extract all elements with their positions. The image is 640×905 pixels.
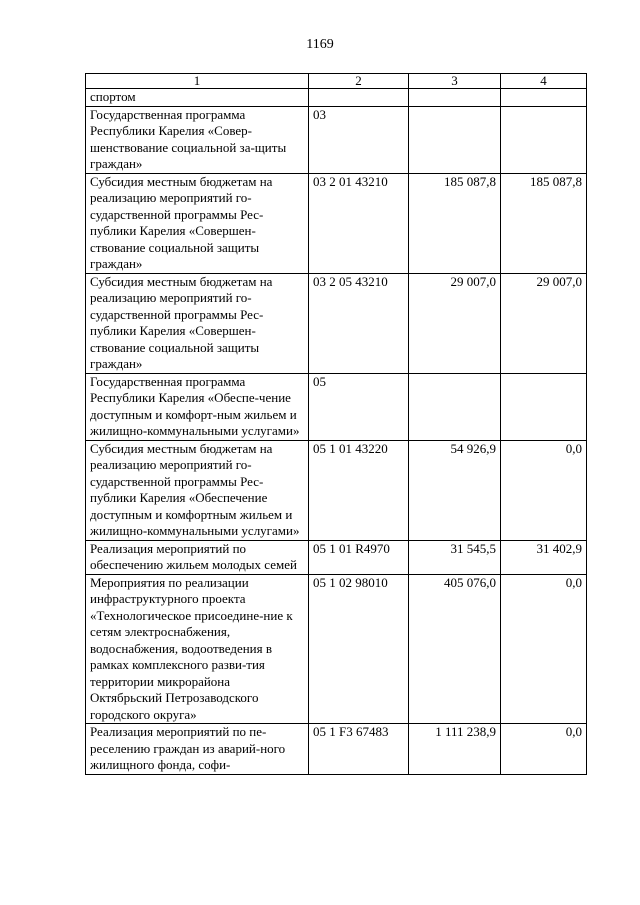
row-value-col3: 29 007,0 — [409, 273, 501, 373]
page-number: 1169 — [306, 37, 334, 52]
row-name: Реализация мероприятий по обеспечению жильем молодых семей — [86, 540, 309, 574]
table-row — [86, 173, 587, 273]
column-header-1: 1 — [86, 74, 309, 89]
row-code: 03 — [309, 106, 409, 173]
row-value-col4 — [501, 373, 587, 440]
header-row — [86, 74, 587, 89]
row-value-col3: 54 926,9 — [409, 440, 501, 540]
row-value-col3: 31 545,5 — [409, 540, 501, 574]
row-code: 05 1 01 R4970 — [309, 540, 409, 574]
row-name: спортом — [86, 89, 309, 107]
table-row — [86, 574, 587, 724]
row-value-col4: 185 087,8 — [501, 173, 587, 273]
row-code: 03 2 05 43210 — [309, 273, 409, 373]
row-code: 05 1 02 98010 — [309, 574, 409, 724]
column-header-4: 4 — [501, 74, 587, 89]
row-name: Субсидия местным бюджетам на реализацию мероприятий го-сударственной программы Рес-публики Карелия «Совершен-ствование социальной защиты граждан» — [86, 173, 309, 273]
row-value-col4: 31 402,9 — [501, 540, 587, 574]
row-code: 03 2 01 43210 — [309, 173, 409, 273]
row-value-col3: 405 076,0 — [409, 574, 501, 724]
row-name: Субсидия местным бюджетам на реализацию мероприятий го-сударственной программы Рес-публики Карелия «Совершен-ствование социальной защиты граждан» — [86, 273, 309, 373]
row-name: Субсидия местным бюджетам на реализацию мероприятий го-сударственной программы Рес-публики Карелия «Обеспечение доступным и комфортным жильем и жилищно-коммунальными услугами» — [86, 440, 309, 540]
row-name: Мероприятия по реализации инфраструктурного проекта «Технологическое присоедине-ние к сетям электроснабжения, водоснабжения, водоотведения в рамках комплексного разви-тия территории микрорайона Октябрьский Петрозаводского городского округа» — [86, 574, 309, 724]
table-row — [86, 373, 587, 440]
row-name: Реализация мероприятий по пе-реселению граждан из аварий-ного жилищного фонда, софи- — [86, 724, 309, 775]
row-value-col4: 29 007,0 — [501, 273, 587, 373]
table-row — [86, 106, 587, 173]
table-row — [86, 724, 587, 775]
row-code: 05 — [309, 373, 409, 440]
row-code: 05 1 F3 67483 — [309, 724, 409, 775]
row-value-col4 — [501, 89, 587, 107]
budget-table — [85, 73, 587, 775]
row-value-col3 — [409, 89, 501, 107]
row-name: Государственная программа Республики Карелия «Обеспе-чение доступным и комфорт-ным жильем и жилищно-коммунальными услугами» — [86, 373, 309, 440]
column-header-2: 2 — [309, 74, 409, 89]
row-value-col3: 1 111 238,9 — [409, 724, 501, 775]
column-header-3: 3 — [409, 74, 501, 89]
table-row — [86, 540, 587, 574]
row-name: Государственная программа Республики Карелия «Совер-шенствование социальной за-щиты граждан» — [86, 106, 309, 173]
table-row — [86, 440, 587, 540]
row-value-col4: 0,0 — [501, 724, 587, 775]
row-value-col3 — [409, 106, 501, 173]
row-value-col3 — [409, 373, 501, 440]
row-value-col4: 0,0 — [501, 440, 587, 540]
row-code — [309, 89, 409, 107]
row-value-col4 — [501, 106, 587, 173]
table-row — [86, 89, 587, 107]
row-code: 05 1 01 43220 — [309, 440, 409, 540]
row-value-col4: 0,0 — [501, 574, 587, 724]
row-value-col3: 185 087,8 — [409, 173, 501, 273]
table-row — [86, 273, 587, 373]
